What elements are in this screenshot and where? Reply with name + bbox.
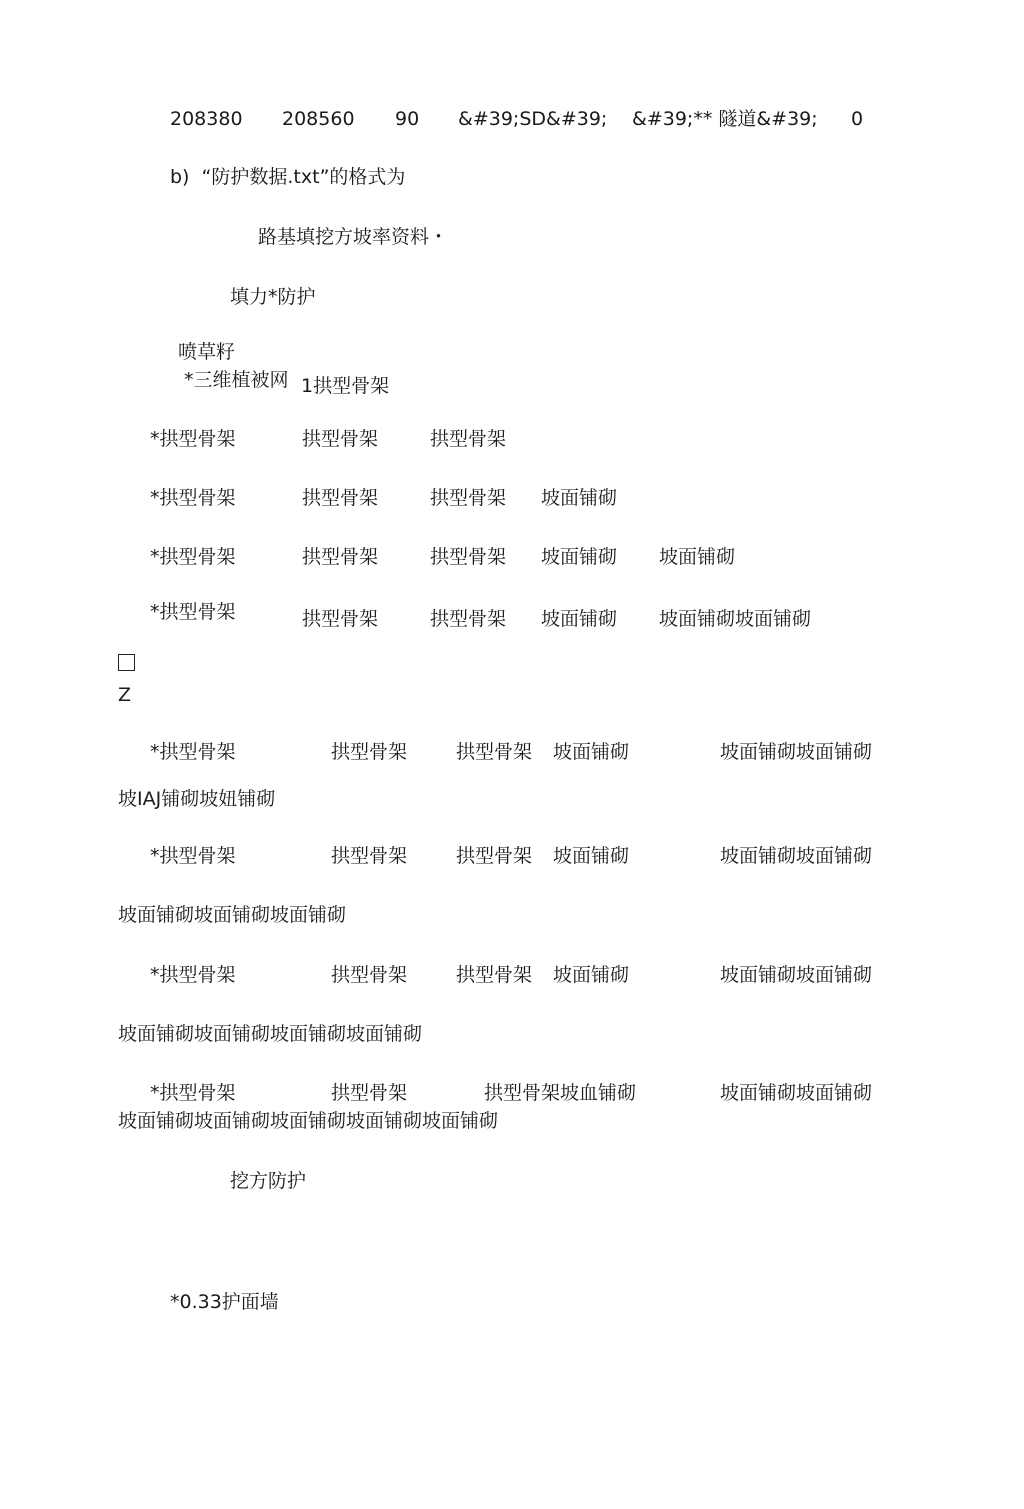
slope-data-heading: 路基填挖方坡率资料・ xyxy=(258,226,449,248)
row-4-col-2: 拱型骨架 xyxy=(302,608,379,630)
wide-row-2-col-5: 坡面铺砌坡面铺砌 xyxy=(720,845,873,867)
record-field-length: 90 xyxy=(395,108,420,130)
row-2-col-1: *拱型骨架 xyxy=(150,487,236,509)
record-field-end: 208560 xyxy=(282,108,355,130)
row-4-col-1: *拱型骨架 xyxy=(150,601,236,623)
record-field-flag: 0 xyxy=(851,108,864,130)
wide-row-1-col-2: 拱型骨架 xyxy=(331,741,408,763)
wide-row-3-col-2: 拱型骨架 xyxy=(331,964,408,986)
wide-row-2-col-4: 坡面铺砌 xyxy=(553,845,630,867)
wide-row-3-col-1: *拱型骨架 xyxy=(150,964,236,986)
record-field-start: 208380 xyxy=(170,108,243,130)
wide-row-3-col-3: 拱型骨架 xyxy=(456,964,533,986)
row-3-col-2: 拱型骨架 xyxy=(302,546,379,568)
record-field-code: &#39;SD&#39; xyxy=(458,108,608,130)
row-4-col-3: 拱型骨架 xyxy=(430,608,507,630)
wide-row-2-col-3: 拱型骨架 xyxy=(456,845,533,867)
wide-row-3-col-5: 坡面铺砌坡面铺砌 xyxy=(720,964,873,986)
wide-row-2-continuation: 坡面铺砌坡面铺砌坡面铺砌 xyxy=(118,904,347,926)
wide-row-3-continuation: 坡面铺砌坡面铺砌坡面铺砌坡面铺砌 xyxy=(118,1023,423,1045)
wide-row-1-col-1: *拱型骨架 xyxy=(150,741,236,763)
row-3-col-5: 坡面铺砌 xyxy=(659,546,736,568)
arch-frame-label: 1拱型骨架 xyxy=(301,375,390,397)
row-2-col-4: 坡面铺砌 xyxy=(541,487,618,509)
row-1-col-3: 拱型骨架 xyxy=(430,428,507,450)
last-row-continuation: 坡面铺砌坡面铺砌坡面铺砌坡面铺砌坡面铺砌 xyxy=(118,1110,499,1132)
wide-row-3-col-4: 坡面铺砌 xyxy=(553,964,630,986)
face-wall-label: *0.33护面墙 xyxy=(170,1291,279,1313)
wide-row-2-col-2: 拱型骨架 xyxy=(331,845,408,867)
grass-seeding-label: 喷草籽 xyxy=(178,341,236,363)
checkbox-glyph xyxy=(118,654,135,671)
row-1-col-2: 拱型骨架 xyxy=(302,428,379,450)
row-3-col-3: 拱型骨架 xyxy=(430,546,507,568)
row-3-col-1: *拱型骨架 xyxy=(150,546,236,568)
last-row-col-3: 拱型骨架坡血铺砌 xyxy=(484,1082,637,1104)
row-2-col-2: 拱型骨架 xyxy=(302,487,379,509)
record-field-name: &#39;** 隧道&#39; xyxy=(632,108,818,130)
row-4-col-4: 坡面铺砌 xyxy=(541,608,618,630)
cut-protection-heading: 挖方防护 xyxy=(230,1170,307,1192)
last-row-col-1: *拱型骨架 xyxy=(150,1082,236,1104)
row-2-col-3: 拱型骨架 xyxy=(430,487,507,509)
section-b-heading: b) “防护数据.txt”的格式为 xyxy=(170,166,406,188)
row-3-col-4: 坡面铺砌 xyxy=(541,546,618,568)
wide-row-1-continuation: 坡IAJ铺砌坡妞铺砌 xyxy=(118,788,276,810)
wide-row-1-col-5: 坡面铺砌坡面铺砌 xyxy=(720,741,873,763)
last-row-col-4: 坡面铺砌坡面铺砌 xyxy=(720,1082,873,1104)
row-4-col-5: 坡面铺砌坡面铺砌 xyxy=(659,608,812,630)
last-row-col-2: 拱型骨架 xyxy=(331,1082,408,1104)
wide-row-2-col-1: *拱型骨架 xyxy=(150,845,236,867)
wide-row-1-col-4: 坡面铺砌 xyxy=(553,741,630,763)
wide-row-1-col-3: 拱型骨架 xyxy=(456,741,533,763)
z-label: Z xyxy=(118,684,132,706)
fill-protection-heading: 填力*防护 xyxy=(230,286,316,308)
row-1-col-1: *拱型骨架 xyxy=(150,428,236,450)
vegetation-net-label: *三维植被网 xyxy=(184,369,289,391)
